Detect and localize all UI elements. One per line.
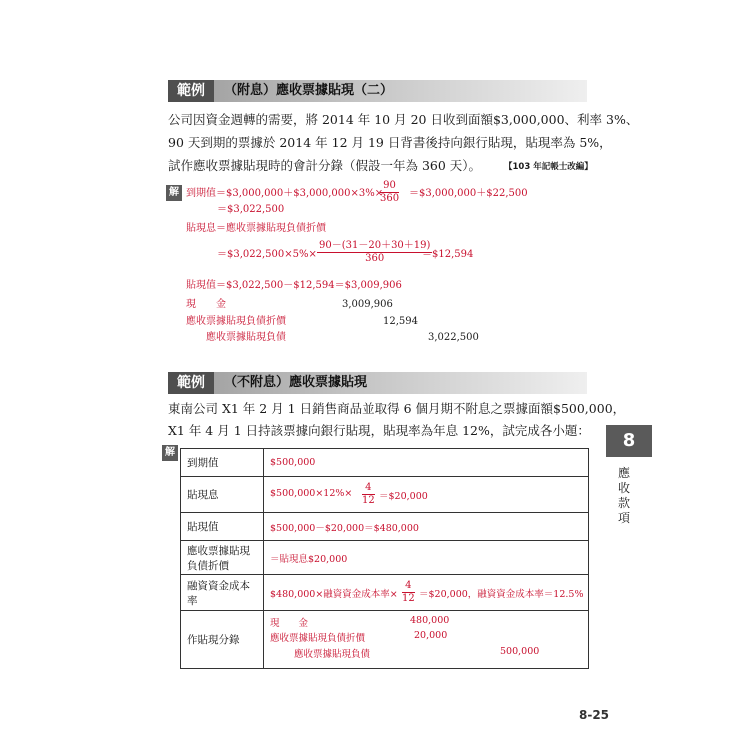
fraction-numerator: 90 [380, 180, 399, 193]
fraction-denominator: 12 [362, 495, 375, 506]
journal-account: 應收票據貼現負債折價 [186, 316, 286, 327]
row-label: 到期值 [181, 449, 264, 477]
table-row [181, 611, 589, 669]
journal-debit: 12,594 [383, 316, 418, 327]
row-value [264, 575, 589, 611]
fraction-denominator: 360 [380, 193, 400, 204]
discount-fraction [317, 240, 432, 265]
row-label: 貼現息 [181, 477, 264, 513]
fraction-denominator: 360 [365, 253, 385, 264]
table-row [181, 575, 589, 611]
fraction-numerator: 90－(31－20＋30＋19) [319, 240, 431, 251]
section2-line-1: 東南公司 X1 年 2 月 1 日銷售商品並取得 6 個月期不附息之票據面額$500,000， [168, 401, 626, 416]
journal-debit: 20,000 [414, 630, 448, 641]
discount-definition: 貼現息＝應收票據貼現負債折價 [186, 223, 326, 234]
table-row [181, 513, 589, 541]
discount-result: ＝$12,594 [422, 249, 474, 260]
table-row [181, 477, 589, 513]
fraction [402, 580, 415, 605]
fraction-numerator: 4 [362, 482, 375, 495]
fraction [362, 482, 375, 507]
fraction-numerator: 4 [402, 580, 415, 593]
chapter-name: 應收款項 [617, 466, 630, 525]
section1-line-2: 90 天到期的票據於 2014 年 12 月 19 日背書後持向銀行貼現，貼現率為 5%， [168, 135, 612, 150]
row-label: 應收票據貼現負債折價 [181, 541, 264, 575]
journal-account: 應收票據貼現負債 [206, 332, 286, 343]
formula-result: ＝$20,000 [379, 491, 428, 502]
journal-credit: 3,022,500 [428, 332, 479, 343]
journal-credit: 500,000 [500, 646, 540, 657]
table-row [181, 541, 589, 575]
maturity-total: ＝$3,022,500 [217, 204, 285, 215]
section1-line-3: 試作應收票據貼現時的會計分錄（假設一年為 360 天）。 [168, 158, 482, 173]
journal-debit: 3,009,906 [342, 299, 393, 310]
row-label: 貼現值 [181, 513, 264, 541]
formula-result: ＝$20,000，融資資金成本率＝12.5% [419, 589, 584, 600]
table-row [181, 449, 589, 477]
solution-icon: 解 [166, 185, 182, 201]
section2-line-2: X1 年 4 月 1 日持該票據向銀行貼現，貼現率為年息 12%，試完成各小題： [168, 423, 590, 438]
section2-title: （不附息）應收票據貼現 [224, 375, 368, 390]
row-label: 融資資金成本率 [181, 575, 264, 611]
row-value [264, 611, 589, 669]
solution-icon: 解 [162, 445, 178, 461]
section1-tag: 範例 [168, 80, 214, 102]
fraction-denominator: 12 [402, 593, 415, 604]
section1-line-1: 公司因資金週轉的需要，將 2014 年 10 月 20 日收到面額$3,000,000、利率 3%、 [168, 112, 639, 127]
proceeds-formula: 貼現值＝$3,022,500－$12,594＝$3,009,906 [186, 280, 402, 291]
row-value: $500,000－$20,000＝$480,000 [264, 513, 589, 541]
exam-source-badge: 【103 年記帳士改編】 [504, 162, 593, 172]
journal-account: 應收票據貼現負債折價 [270, 633, 366, 644]
journal-account: 現 金 [270, 618, 309, 629]
page-number: 8-25 [579, 708, 610, 722]
section1-title: （附息）應收票據貼現（二） [224, 83, 394, 98]
journal-account: 應收票據貼現負債 [294, 649, 371, 660]
row-value: $500,000 [264, 449, 589, 477]
formula-part: $480,000×融資資金成本率× [270, 589, 398, 600]
chapter-tab: 8 [606, 425, 652, 457]
row-label: 作貼現分錄 [181, 611, 264, 669]
solution-table [180, 448, 589, 669]
maturity-formula: 到期值＝$3,000,000＋$3,000,000×3%× [186, 188, 384, 199]
row-value: ＝貼現息$20,000 [264, 541, 589, 575]
discount-formula: ＝$3,022,500×5%× [217, 249, 317, 260]
maturity-result: ＝$3,000,000＋$22,500 [409, 188, 528, 199]
journal-debit: 480,000 [410, 615, 450, 626]
formula-part: $500,000×12%× [270, 488, 353, 499]
maturity-fraction [380, 180, 399, 205]
section2-tag: 範例 [168, 372, 214, 394]
journal-account: 現 金 [186, 299, 226, 310]
row-value [264, 477, 589, 513]
